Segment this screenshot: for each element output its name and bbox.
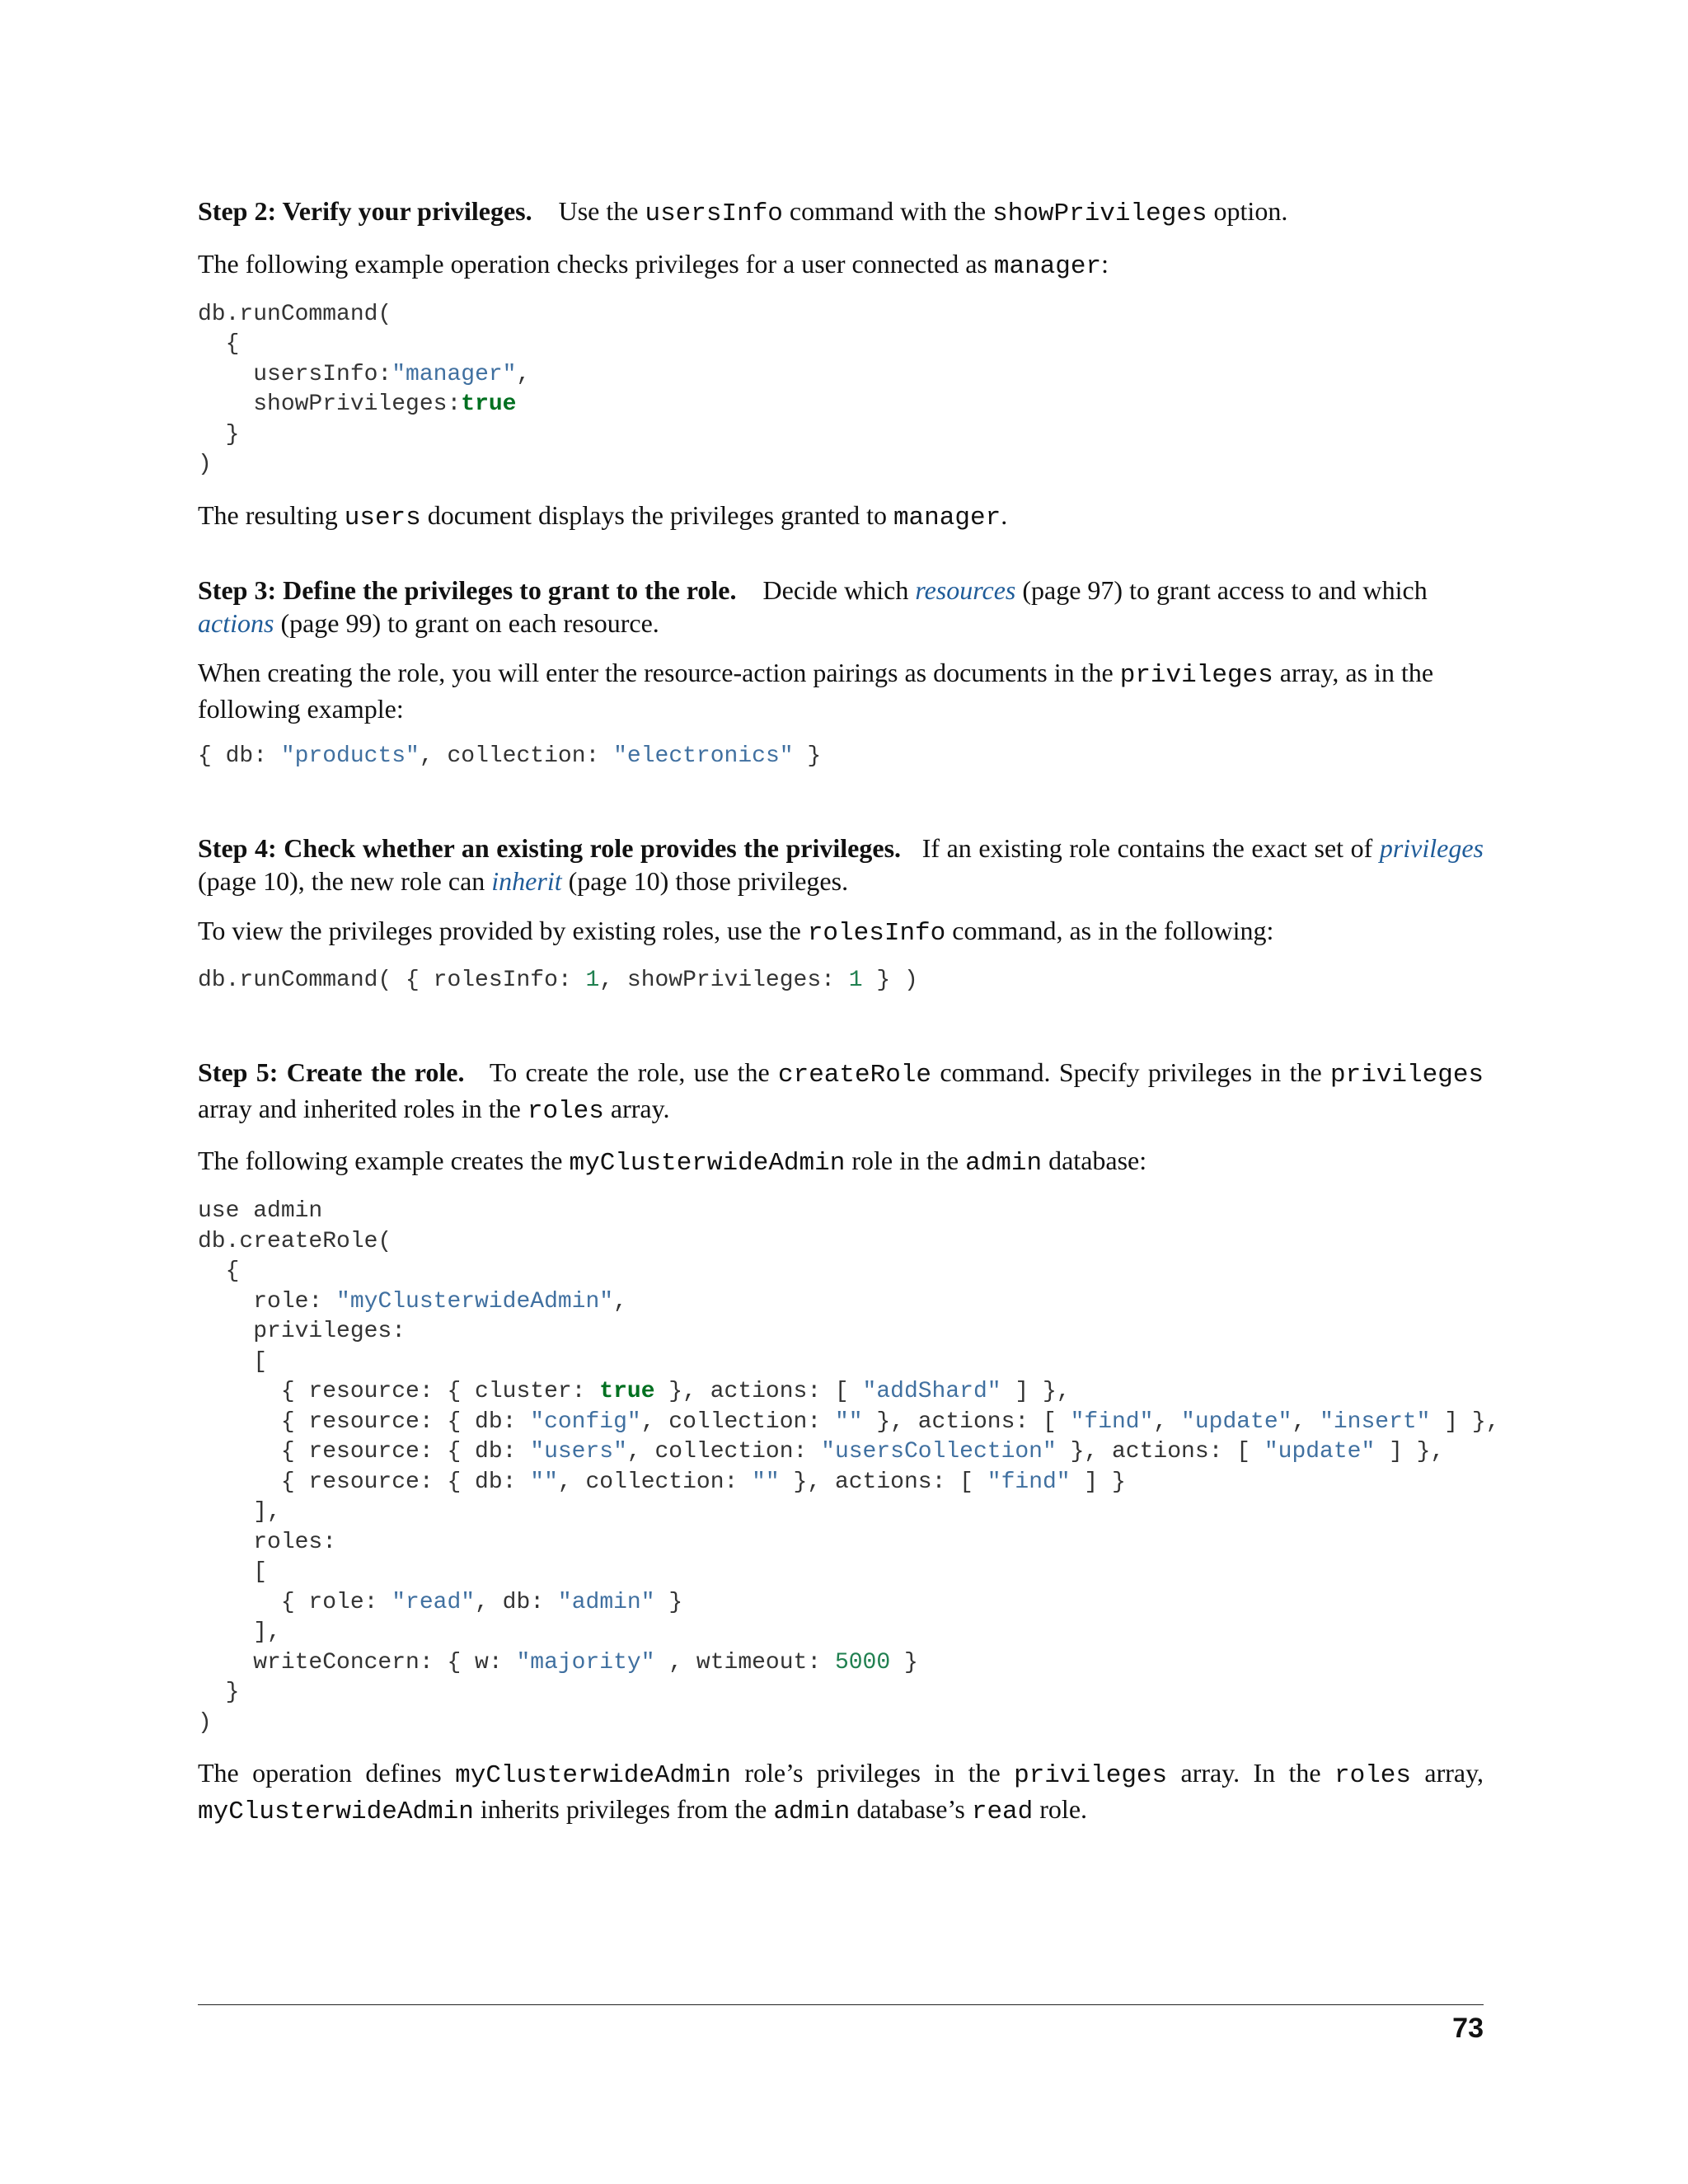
code-text: } (654, 1589, 683, 1615)
step-2-paragraph-2: The following example operation checks privileges for a user connected as manager: (198, 248, 1109, 281)
code-string: "" (752, 1469, 780, 1495)
inline-code: myClusterwideAdmin (569, 1149, 846, 1179)
step-3-heading: Step 3: Define the privileges to grant to the role. (198, 575, 737, 606)
code-text: } (198, 421, 240, 448)
code-text: , db: (475, 1589, 558, 1615)
inline-code: users (344, 503, 421, 532)
inline-code: showPrivileges (992, 199, 1207, 228)
inherit-link[interactable]: inherit (491, 865, 562, 896)
step-2-paragraph-3: The resulting users document displays the privileges granted to manager. (198, 499, 1008, 532)
code-text: [ (198, 1559, 268, 1585)
code-text: , collection: (626, 1439, 822, 1465)
code-string: "majority" (516, 1649, 655, 1675)
code-text: } ) (862, 968, 918, 994)
code-number: 5000 (834, 1649, 891, 1675)
code-string: "config" (530, 1408, 641, 1435)
code-text: ] }, (1001, 1379, 1071, 1404)
code-number: 1 (585, 968, 600, 994)
code-text: ) (198, 1709, 212, 1736)
code-text: , showPrivileges: (599, 968, 849, 994)
code-text: , wtimeout: (654, 1649, 835, 1675)
code-block-roles-info (198, 966, 1484, 996)
code-keyword: true (599, 1379, 655, 1404)
step-5-paragraph-1: Step 5: Create the role. To create the role, use the createRole command. Specify privileges in the privileges array and inherited roles in the roles array. (198, 1057, 1484, 1126)
code-string: "find" (1070, 1408, 1154, 1435)
code-text: ] }, (1430, 1408, 1500, 1435)
actions-link[interactable]: actions (198, 608, 274, 639)
code-text: { resource: { cluster: (198, 1379, 600, 1404)
step-5-paragraph-3: The operation defines myClusterwideAdmin role’s privileges in the privileges array. In the roles array, myClusterwideAdmin inherits privileges from the admin database’s read role. (198, 1758, 1484, 1826)
code-text: { resource: { db: (198, 1408, 531, 1435)
code-string: "myClusterwideAdmin" (336, 1288, 614, 1315)
code-string: "read" (392, 1589, 476, 1615)
code-text: usersInfo: (198, 361, 392, 387)
code-text: roles: (198, 1529, 337, 1555)
code-text: , collection: (557, 1469, 753, 1495)
code-text: ], (198, 1499, 281, 1525)
code-text: ) (198, 452, 212, 477)
code-text: }, actions: [ (779, 1469, 987, 1495)
code-text: role: (198, 1288, 337, 1315)
code-number: 1 (848, 968, 863, 994)
code-text: privileges: (198, 1319, 406, 1344)
code-text: , (1153, 1408, 1182, 1435)
code-string: "addShard" (862, 1379, 1001, 1404)
code-string: "update" (1181, 1408, 1292, 1435)
code-text: , (516, 361, 531, 387)
code-text: }, actions: [ (1056, 1439, 1264, 1465)
page-number: 73 (1452, 2013, 1484, 2044)
step-4-paragraph-1: Step 4: Check whether an existing role provides the privileges. If an existing role contains the exact set of privileges (page 10), the new role can inherit (page 10) those privileges. (198, 832, 1484, 896)
inline-code: privileges (1014, 1761, 1168, 1790)
inline-code: read (971, 1797, 1034, 1826)
code-string: "" (530, 1469, 558, 1495)
inline-code: manager (893, 503, 1001, 532)
step-5-section (198, 1056, 1500, 1829)
code-text: ] }, (1375, 1439, 1445, 1465)
inline-code: manager (993, 251, 1102, 281)
code-text: { resource: { db: (198, 1469, 531, 1495)
code-string: "manager" (392, 361, 517, 387)
code-text: , (1292, 1408, 1320, 1435)
code-string: "users" (530, 1439, 627, 1465)
inline-code: myClusterwideAdmin (455, 1761, 731, 1790)
step-2-paragraph-1: Step 2: Verify your privileges. Use the usersInfo command with the showPrivileges option. (198, 196, 1288, 228)
step-4-paragraph-2: To view the privileges provided by existing roles, use the rolesInfo command, as in the following: (198, 915, 1274, 948)
step-3-paragraph-1: Step 3: Define the privileges to grant to the role. Decide which resources (page 97) to grant access to and which actions (page 99) to grant on each resource. (198, 575, 1428, 639)
step-2-heading: Step 2: Verify your privileges. (198, 196, 532, 226)
inline-code: privileges (1330, 1060, 1484, 1090)
step-4-section (198, 832, 1484, 996)
code-text: , (613, 1288, 627, 1315)
code-block-users-info (198, 300, 1484, 480)
code-string: "update" (1264, 1439, 1376, 1465)
code-text: } (890, 1649, 918, 1675)
inline-code: myClusterwideAdmin (198, 1797, 474, 1826)
inline-code: roles (527, 1096, 604, 1126)
code-keyword: true (461, 391, 517, 417)
code-text: ], (198, 1619, 281, 1645)
inline-code: admin (773, 1797, 851, 1826)
step-5-heading: Step 5: Create the role. (198, 1057, 465, 1087)
code-string: "electronics" (613, 743, 794, 769)
code-text: writeConcern: { w: (198, 1649, 517, 1675)
inline-code: rolesInfo (807, 918, 946, 948)
code-text: } (198, 1680, 240, 1705)
code-text: db.runCommand( (198, 301, 392, 327)
step-3-paragraph-2: When creating the role, you will enter the resource-action pairings as documents in the privileges array, as in the following example: (198, 658, 1434, 724)
privileges-link[interactable]: privileges (1379, 832, 1484, 863)
footer-rule (198, 2004, 1484, 2005)
code-text: }, actions: [ (862, 1408, 1071, 1435)
inline-code: usersInfo (645, 199, 783, 228)
code-text: { (198, 1258, 240, 1284)
step-2-section (198, 194, 1484, 534)
code-text: { resource: { db: (198, 1439, 531, 1465)
code-text: use admin (198, 1198, 323, 1224)
inline-code: createRole (778, 1060, 932, 1090)
code-text: }, actions: [ (654, 1379, 863, 1404)
code-text: db.createRole( (198, 1228, 392, 1254)
code-string: "insert" (1320, 1408, 1431, 1435)
step-5-paragraph-2: The following example creates the myClusterwideAdmin role in the admin database: (198, 1146, 1147, 1179)
inline-code: privileges (1119, 661, 1273, 691)
code-string: "products" (280, 743, 420, 769)
code-text: { (198, 331, 240, 357)
code-text: [ (198, 1348, 268, 1375)
code-text: { role: (198, 1589, 392, 1615)
code-block-resource-example (198, 742, 1484, 772)
resources-link[interactable]: resources (915, 575, 1016, 606)
inline-code: admin (965, 1149, 1043, 1179)
code-string: "find" (987, 1469, 1071, 1495)
code-string: "usersCollection" (821, 1439, 1057, 1465)
code-text: db.runCommand( { rolesInfo: (198, 968, 586, 994)
step-3-section (198, 574, 1484, 771)
code-block-create-role (198, 1197, 1500, 1738)
code-text: ] } (1070, 1469, 1126, 1495)
code-text: } (793, 743, 822, 769)
code-text: showPrivileges: (198, 391, 462, 417)
code-string: "" (834, 1408, 863, 1435)
code-string: "admin" (557, 1589, 655, 1615)
code-text: , collection: (419, 743, 614, 769)
code-text: , collection: (640, 1408, 835, 1435)
document-page (198, 194, 1500, 1829)
code-text: { db: (198, 743, 281, 769)
inline-code: roles (1334, 1761, 1412, 1790)
step-4-heading: Step 4: Check whether an existing role provides the privileges. (198, 832, 902, 863)
